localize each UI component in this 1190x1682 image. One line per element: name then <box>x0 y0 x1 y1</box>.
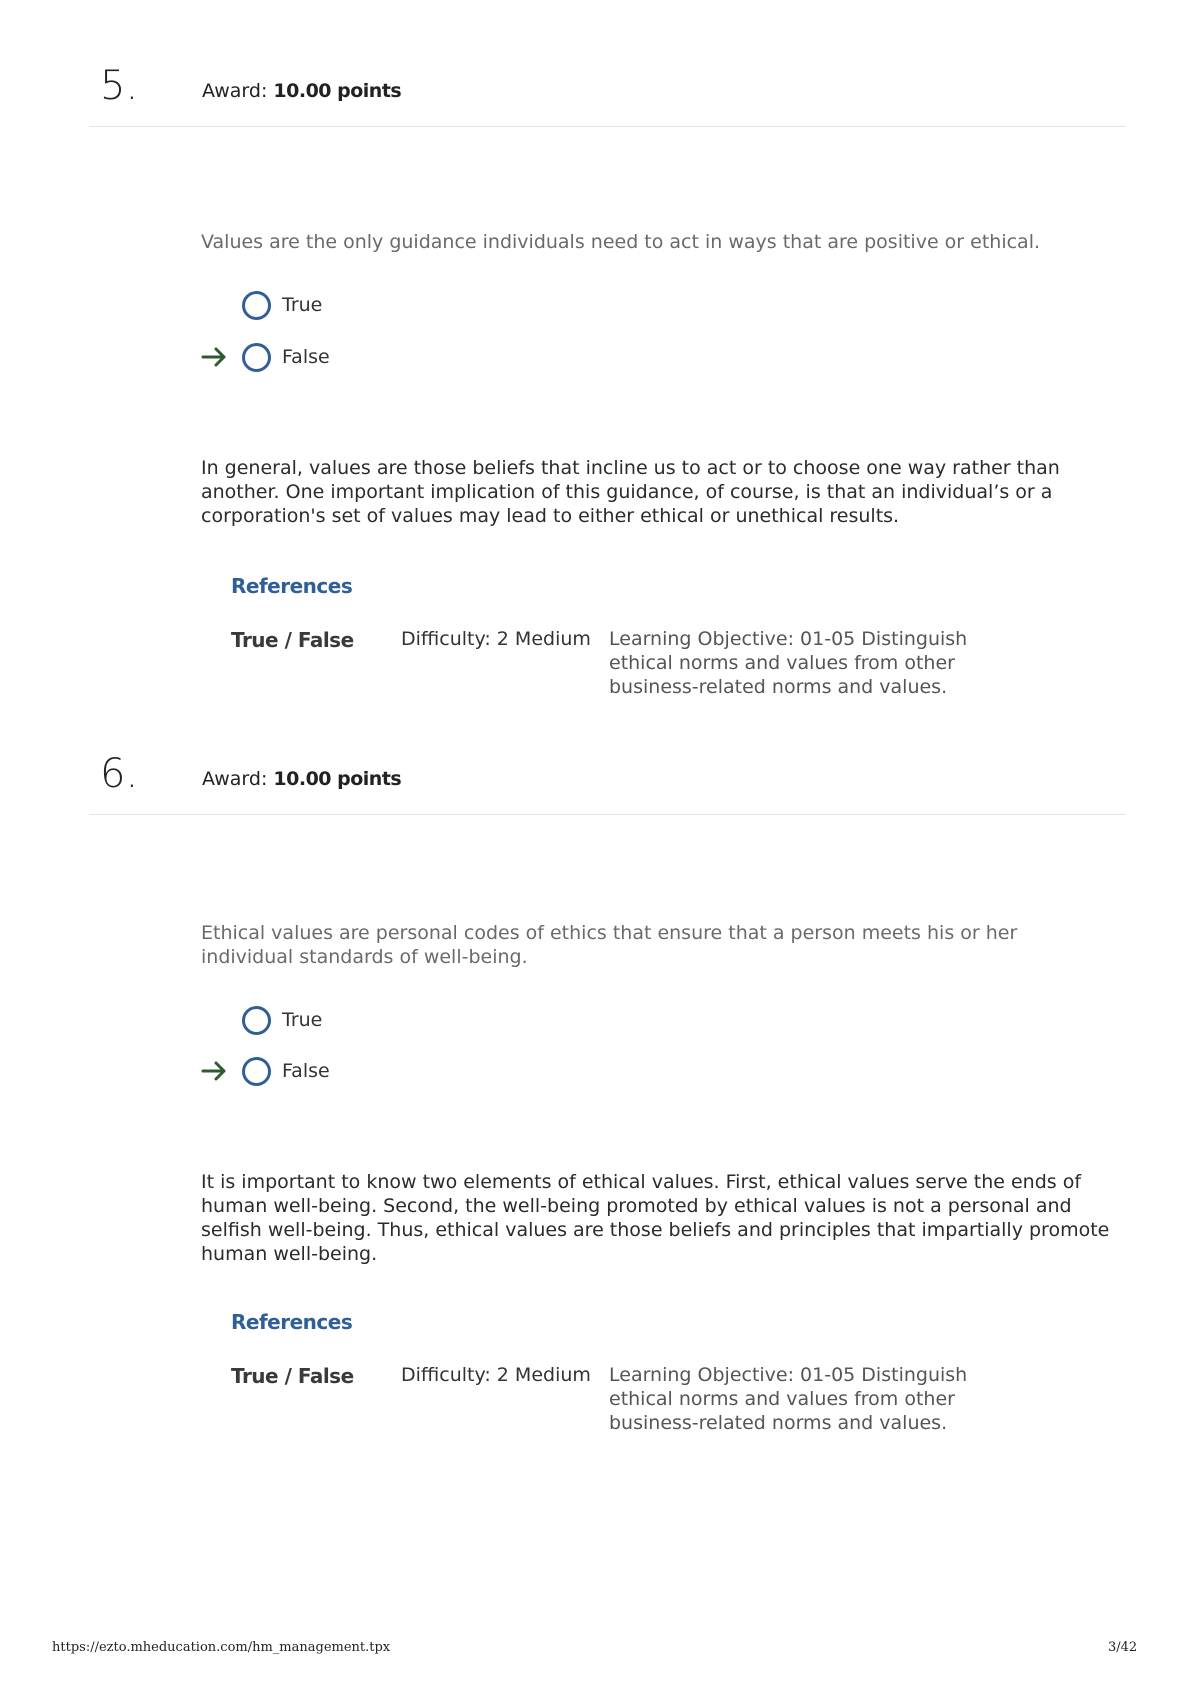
radio-icon[interactable] <box>242 291 271 320</box>
answer-explanation: In general, values are those beliefs that incline us to act or to choose one way rather than another. One important implication of this guidance, of course, is that an individual’s or a corporation's set of values may lead to either ethical or unethical results. <box>201 457 1060 527</box>
option-label: True <box>282 294 323 316</box>
references-heading: References <box>231 1310 353 1334</box>
reference-difficulty: Difficulty: 2 Medium <box>401 628 591 650</box>
arrow-right-icon <box>200 342 230 372</box>
radio-icon[interactable] <box>242 1057 271 1086</box>
reference-question-type: True / False <box>231 1364 354 1388</box>
award-points: 10.00 points <box>273 768 402 790</box>
option-label: False <box>282 1060 330 1082</box>
option-label: True <box>282 1009 323 1031</box>
question-divider <box>89 126 1126 127</box>
award-label: Award: <box>202 80 268 102</box>
reference-learning-objective: Learning Objective: 01-05 Distinguish ethical norms and values from other business-related norms and values. <box>609 1364 968 1434</box>
question-divider <box>89 814 1126 815</box>
question-prompt: Ethical values are personal codes of ethics that ensure that a person meets his or her individual standards of well-being. <box>201 922 1018 968</box>
question-number: 6. <box>100 751 139 797</box>
footer-url[interactable]: https://ezto.mheducation.com/hm_management.tpx <box>52 1640 391 1655</box>
answer-explanation: It is important to know two elements of ethical values. First, ethical values serve the ends of human well-being. Second, the well-being promoted by ethical values is not a personal and selfish well-being. Thus, ethical values are those beliefs and principles that impartially promote human well-being. <box>201 1171 1110 1265</box>
reference-learning-objective: Learning Objective: 01-05 Distinguish ethical norms and values from other business-related norms and values. <box>609 628 968 698</box>
radio-icon[interactable] <box>242 1006 271 1035</box>
award-points: 10.00 points <box>273 80 402 102</box>
option-true[interactable] <box>200 288 400 322</box>
award-line <box>202 770 401 789</box>
reference-question-type: True / False <box>231 628 354 652</box>
option-label: False <box>282 346 330 368</box>
option-true[interactable] <box>200 1003 400 1037</box>
question-number: 5. <box>100 63 139 109</box>
option-false[interactable] <box>200 340 400 374</box>
page-number: 3/42 <box>1108 1640 1138 1655</box>
references-heading: References <box>231 574 353 598</box>
arrow-right-icon <box>200 1056 230 1086</box>
option-false[interactable] <box>200 1054 400 1088</box>
reference-difficulty: Difficulty: 2 Medium <box>401 1364 591 1386</box>
radio-icon[interactable] <box>242 343 271 372</box>
award-label: Award: <box>202 768 268 790</box>
award-line <box>202 82 401 101</box>
question-prompt: Values are the only guidance individuals need to act in ways that are positive or ethical. <box>201 231 1041 253</box>
